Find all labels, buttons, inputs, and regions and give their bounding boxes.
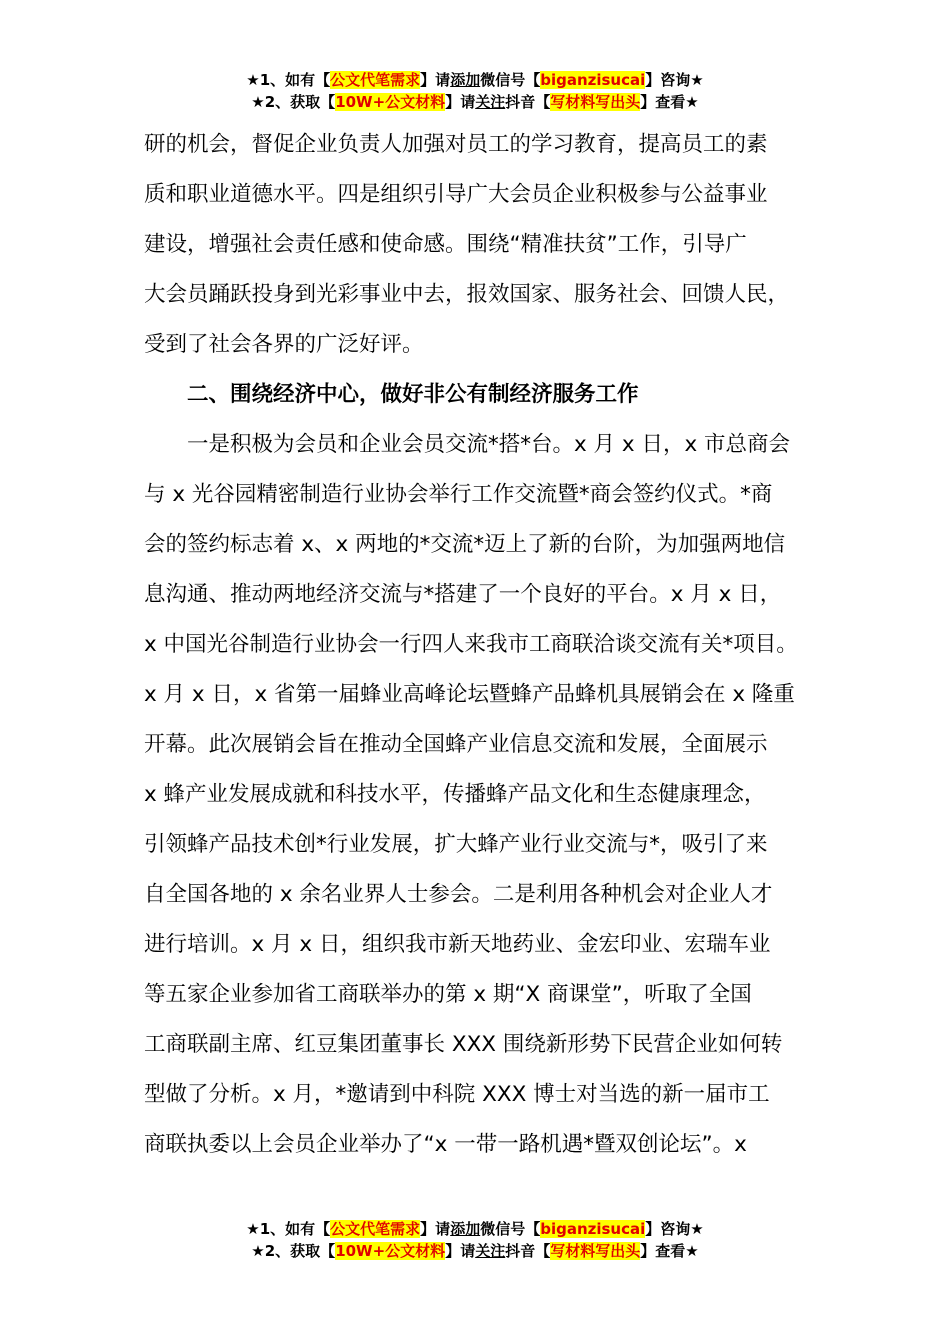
footer-banner: [0, 1218, 950, 1262]
banner-highlight: 10W+公文材料: [335, 93, 446, 111]
body-line: 息沟通、推动两地经济交流与*搭建了一个良好的平台。x 月 x 日，: [144, 582, 782, 607]
banner-text: ★2、获取【: [251, 93, 336, 111]
body-line: 自全国各地的 x 余名业界人士参会。二是利用各种机会对企业人才: [144, 882, 773, 907]
banner-text: ★2、获取【: [251, 1242, 336, 1260]
banner-highlight: 公文代笔需求: [330, 71, 421, 89]
wechat-id-highlight: biganzisucai: [540, 71, 646, 89]
body-line: 商联执委以上会员企业举办了“x 一带一路机遇*暨双创论坛”。x: [144, 1132, 747, 1157]
banner-line-2: [0, 91, 950, 113]
body-line: 大会员踊跃投身到光彩事业中去，报效国家、服务社会、回馈人民，: [144, 282, 790, 307]
body-line: 等五家企业参加省工商联举办的第 x 期“X 商课堂”，听取了全国: [144, 982, 752, 1007]
banner-text: 】查看★: [640, 93, 699, 111]
banner-highlight: 公文代笔需求: [330, 1220, 421, 1238]
body-line: x 月 x 日，x 省第一届蜂业高峰论坛暨蜂产品蜂机具展销会在 x 隆重: [144, 682, 795, 707]
banner-text: 】咨询★: [645, 1220, 704, 1238]
body-line: 与 x 光谷园精密制造行业协会举行工作交流暨*商会签约仪式。*商: [144, 482, 773, 507]
body-line: x 中国光谷制造行业协会一行四人来我市工商联洽谈交流有关*项目。: [144, 632, 798, 657]
banner-text: 】请: [445, 1242, 476, 1260]
banner-emphasis: 关注: [475, 93, 506, 111]
body-line: 型做了分析。x 月，*邀请到中科院 XXX 博士对当选的新一届市工: [144, 1082, 770, 1107]
body-line: 工商联副主席、红豆集团董事长 XXX 围绕新形势下民营企业如何转: [144, 1032, 783, 1057]
banner-text: 】查看★: [640, 1242, 699, 1260]
body-line: 开幕。此次展销会旨在推动全国蜂产业信息交流和发展，全面展示: [144, 732, 768, 757]
body-line: 质和职业道德水平。四是组织引导广大会员企业积极参与公益事业: [144, 182, 768, 207]
body-line: 研的机会，督促企业负责人加强对员工的学习教育，提高员工的素: [144, 132, 768, 157]
banner-text: 微信号【: [480, 1220, 541, 1238]
banner-text: 抖音【: [505, 93, 551, 111]
banner-highlight: 10W+公文材料: [335, 1242, 446, 1260]
banner-line-1: [0, 1218, 950, 1240]
banner-emphasis: 关注: [475, 1242, 506, 1260]
header-banner: [0, 69, 950, 113]
banner-text: 微信号【: [480, 71, 541, 89]
section-heading: 二、围绕经济中心，做好非公有制经济服务工作: [144, 382, 639, 407]
banner-text: 】请: [420, 1220, 451, 1238]
banner-text: 】咨询★: [645, 71, 704, 89]
banner-text: 抖音【: [505, 1242, 551, 1260]
banner-emphasis: 添加: [450, 71, 481, 89]
body-line: 引领蜂产品技术创*行业发展，扩大蜂产业行业交流与*，吸引了来: [144, 832, 768, 857]
body-line: 一是积极为会员和企业会员交流*搭*台。x 月 x 日，x 市总商会: [144, 432, 791, 457]
body-line: 受到了社会各界的广泛好评。: [144, 332, 424, 357]
banner-text: ★1、如有【: [246, 1220, 331, 1238]
body-line: 会的签约标志着 x、x 两地的*交流*迈上了新的台阶，为加强两地信: [144, 532, 786, 557]
document-body: [144, 120, 844, 1170]
banner-text: ★1、如有【: [246, 71, 331, 89]
banner-text: 】请: [445, 93, 476, 111]
douyin-id-highlight: 写材料写出头: [550, 93, 641, 111]
body-line: 建设，增强社会责任感和使命感。围绕“精准扶贫”工作，引导广: [144, 232, 747, 257]
body-line: x 蜂产业发展成就和科技水平，传播蜂产品文化和生态健康理念，: [144, 782, 766, 807]
wechat-id-highlight: biganzisucai: [540, 1220, 646, 1238]
body-line: 进行培训。x 月 x 日，组织我市新天地药业、金宏印业、宏瑞车业: [144, 932, 771, 957]
banner-line-2: [0, 1240, 950, 1262]
douyin-id-highlight: 写材料写出头: [550, 1242, 641, 1260]
banner-emphasis: 添加: [450, 1220, 481, 1238]
banner-line-1: [0, 69, 950, 91]
banner-text: 】请: [420, 71, 451, 89]
